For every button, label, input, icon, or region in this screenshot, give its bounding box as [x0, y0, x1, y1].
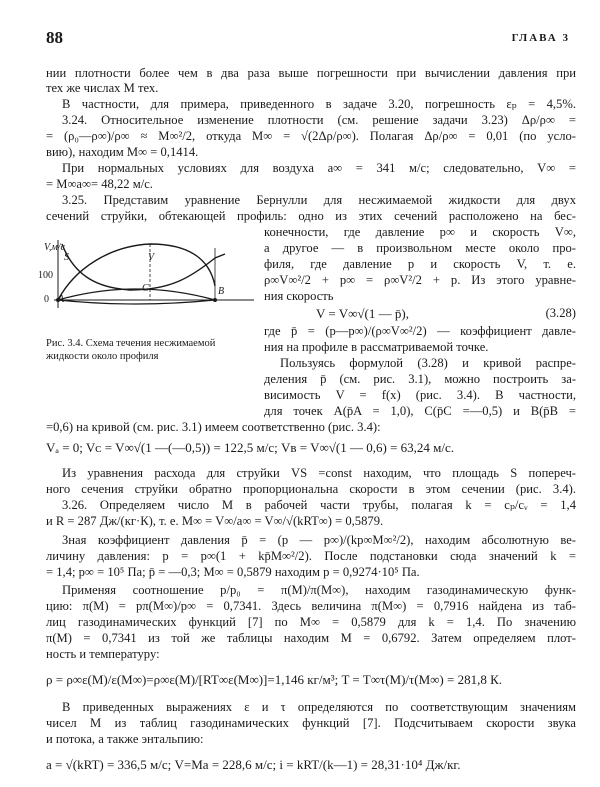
text-line: Применяя соотношение p/p₀ = π(M)/π(M∞), находим газодинамическую функ- — [62, 583, 576, 597]
text-line: и потока, а также энтальпию: — [46, 732, 204, 746]
text-line: лиц газодинамических функций [7] по M∞ = 0,5879 для k = 1,4. По значению — [46, 615, 576, 629]
text-line: ного сечения струйки обратно пропорциональна скорости в этом сечении (рис. 3.4). — [46, 482, 576, 496]
text-line: филя, где давление p и скорость V, т. е. — [264, 257, 576, 271]
text-line: и R = 287 Дж/(кг·К), т. е. M∞ = V∞/a∞ = V∞/√(kRT∞) = 0,5879. — [46, 514, 384, 528]
text-line: ρ∞V∞²/2 + p∞ = ρ∞V²/2 + p. Из этого уравне- — [264, 273, 576, 287]
point-label-c: C — [142, 283, 149, 294]
text-line: нии плотности более чем в два раза выше погрешности при вычислении давления при — [46, 66, 576, 80]
text-line: тех же числах M тех. — [46, 81, 159, 95]
equation-number: (3.28) — [545, 306, 576, 320]
text-line: ния на профиле в рассматриваемой точке. — [264, 340, 489, 354]
y-axis-label: V,м/с — [44, 242, 65, 253]
text-line: чисел M из таблиц газодинамических функций [7]. Подсчитываем скорости звука — [46, 716, 576, 730]
text-line: 3.24. Относительное изменение плотности (см. решение задачи 3.23) Δρ/ρ∞ = — [62, 113, 576, 127]
text-line: 3.25. Представим уравнение Бернулли для несжимаемой жидкости для двух — [62, 193, 576, 207]
equation-density-temperature: ρ = ρ∞ε(M)/ε(M∞)=ρ∞ε(M)/[RT∞ε(M∞)]=1,146 кг/м³; T = T∞τ(M)/τ(M∞) = 281,8 К. — [46, 672, 502, 687]
text-line: Из уравнения расхода для струйки VS =const находим, что площадь S попереч- — [62, 466, 576, 480]
text-line: конечности, где давление p∞ и скорость V∞, — [264, 225, 576, 239]
equation-3-28: V = V∞√(1 — p̄), — [316, 306, 409, 321]
curve-label-v: V — [148, 252, 155, 263]
text-line: где p̄ = (p—p∞)/(ρ∞V∞²/2) — коэффициент давле- — [264, 324, 576, 338]
equation-sound-speed-enthalpy: a = √(kRT) = 336,5 м/с; V=Ma = 228,6 м/с; i = kRT/(k—1) = 28,31·10⁴ Дж/кг. — [46, 757, 461, 772]
text-line: Зная коэффициент давления p̄ = (p — p∞)/(kp∞M∞²/2), находим абсолютную ве- — [62, 533, 576, 547]
text-line: деления p̄ (см. рис. 3.1), можно построить за- — [264, 372, 576, 386]
text-line: висимость V = f(x) (рис. 3.4). В частности, — [264, 388, 576, 402]
text-line: цию: π(M) = pπ(M∞)/p∞ = 0,7341. Здесь величина π(M∞) = 0,7916 найдена из таб- — [46, 599, 576, 613]
text-line: личину давления: p = p∞(1 + kp̄M∞²/2). После подстановки сюда значений k = — [46, 549, 576, 563]
text-line: В приведенных выражениях ε и τ определяются по соответствующим значениям — [62, 700, 576, 714]
text-line: В частности, для примера, приведенного в задаче 3.20, погрешность εₚ = 4,5%. — [62, 97, 576, 111]
point-label-b: B — [218, 286, 225, 297]
equation-velocities: Vₐ = 0; Vᴄ = V∞√(1 —(—0,5)) = 122,5 м/с; Vʙ = V∞√(1 — 0,6) = 63,24 м/с. — [46, 440, 455, 455]
tick-label-0: 0 — [44, 294, 49, 305]
running-head: ГЛАВА 3 — [511, 32, 570, 44]
text-line: = 1,4; p∞ = 10⁵ Па; p̄ = —0,3; M∞ = 0,5879 находим p = 0,9274·10⁵ Па. — [46, 565, 420, 579]
text-line: = M∞a∞= 48,22 м/с. — [46, 177, 153, 191]
text-line: π(M) = 0,7341 из той же таблицы находим M = 0,6792. Затем определяем плот- — [46, 631, 576, 645]
text-line: 3.26. Определяем число M в рабочей части трубы, полагая k = cₚ/cᵥ = 1,4 — [62, 498, 576, 512]
text-line: сечений струйки, обтекающей профиль: одно из этих сечений расположено на бес- — [46, 209, 576, 223]
text-line: При нормальных условиях для воздуха a∞ = 341 м/с; следовательно, V∞ = — [62, 161, 576, 175]
text-line: = (ρ₀—ρ∞)/ρ∞ ≈ M∞²/2, откуда M∞ = √(2Δρ/ρ∞). Полагая Δρ/ρ∞ = 0,01 (по усло- — [46, 129, 576, 143]
figure-caption: Рис. 3.4. Схема течения несжимаемой жидкости около профиля — [46, 338, 216, 362]
tick-label-100: 100 — [38, 270, 53, 281]
text-line: вию), находим M∞ = 0,1414. — [46, 145, 199, 159]
text-line: ность и температуру: — [46, 647, 160, 661]
curve-label-s: S — [64, 252, 69, 263]
text-line: для точек A(p̄A = 1,0), C(p̄C =—0,5) и B(p̄B = — [264, 404, 576, 418]
text-line: Пользуясь формулой (3.28) и кривой распре- — [280, 356, 576, 370]
text-line: а другое — в произвольном месте около про- — [264, 241, 576, 255]
point-label-a: A — [58, 294, 65, 305]
text-line: =0,6) на кривой (см. рис. 3.1) имеем соответственно (рис. 3.4): — [46, 420, 381, 434]
text-line: ния скорость — [264, 289, 334, 303]
page-number: 88 — [46, 28, 63, 47]
